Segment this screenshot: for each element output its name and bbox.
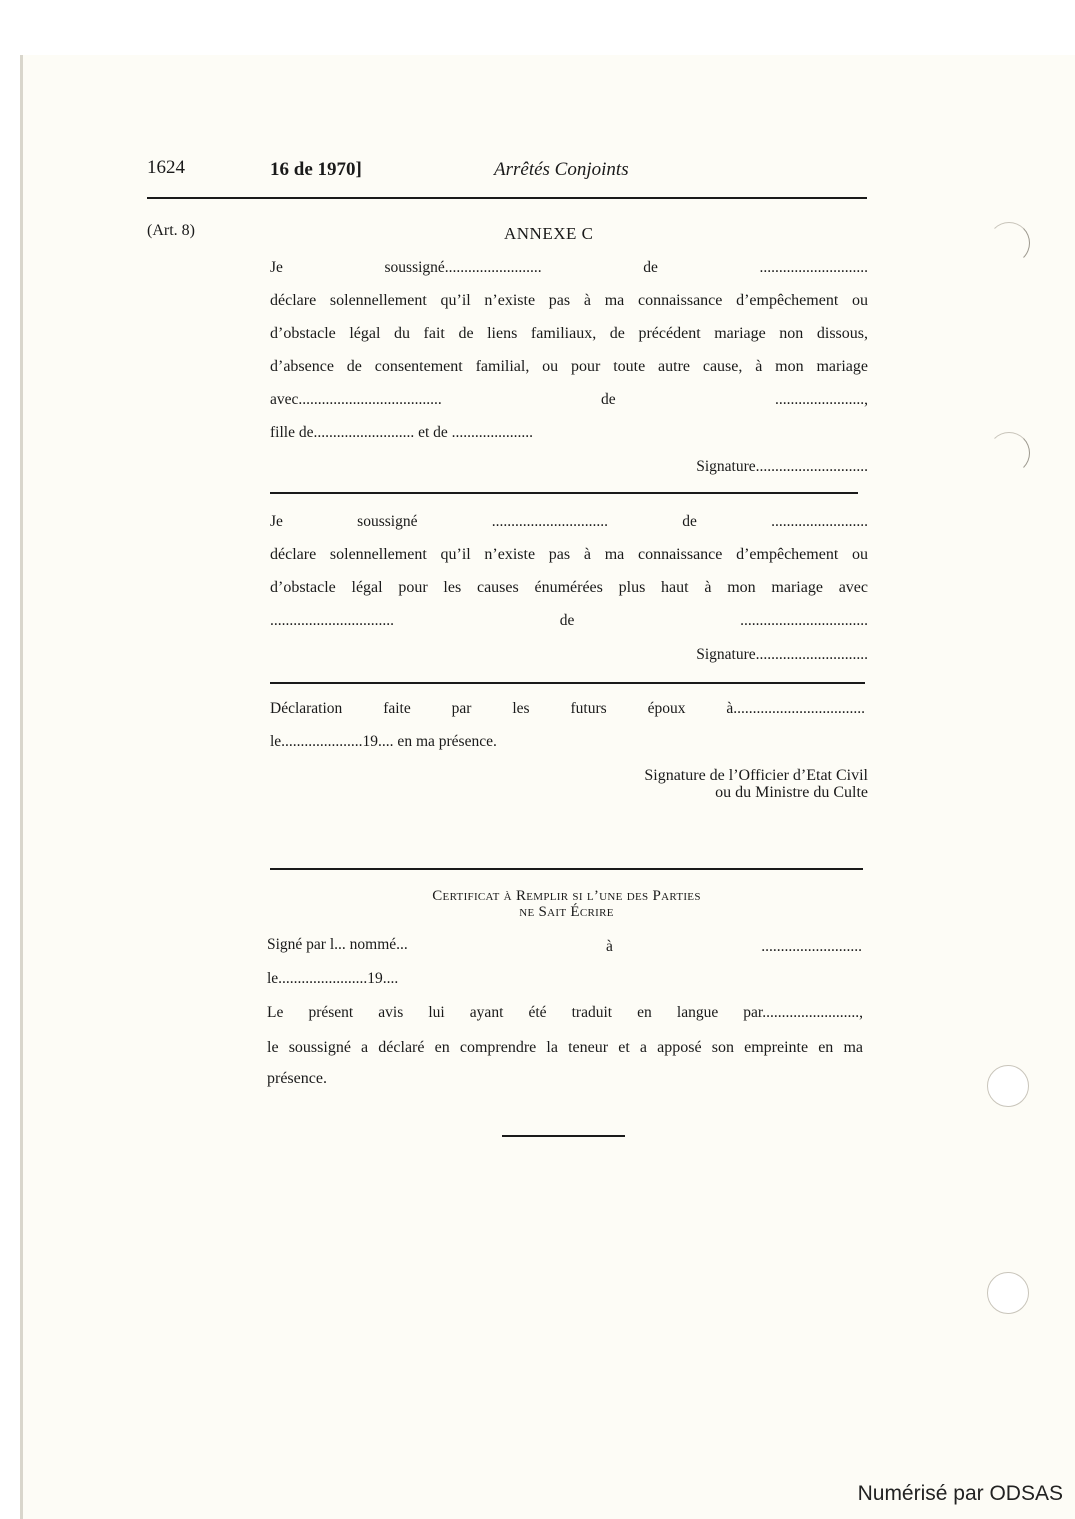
declaration-two-line: d’obstacle légal pour les causes énumérées plus haut à mon mariage avec <box>270 579 868 596</box>
section-rule <box>270 868 863 870</box>
page-edge <box>20 55 23 1519</box>
certificate-signed-by: Signé par l... nommé... <box>267 936 408 953</box>
section-title: Arrêtés Conjoints <box>494 159 629 180</box>
declaration-one-line: d’obstacle légal du fait de liens familiaux, de précédent mariage non dissous, <box>270 325 868 342</box>
declaration-two-signature: Signature............................. <box>696 646 868 663</box>
certificate-date: le.......................19.... <box>267 970 399 987</box>
declaration-two-line: Je soussigné .............................. de ......................... <box>270 513 868 530</box>
end-rule <box>502 1135 625 1137</box>
declaration-one-line: avec..................................... de ......................., <box>270 391 868 408</box>
punch-hole <box>988 222 1030 264</box>
declaration-two-line: ................................ de ................................. <box>270 612 868 629</box>
certificate-line: le soussigné a déclaré en comprendre la teneur et a apposé son empreinte en ma <box>267 1039 863 1056</box>
certificate-line: Le présent avis lui ayant été traduit en langue par........................., <box>267 1004 863 1021</box>
declaration-one-signature: Signature............................. <box>696 458 868 475</box>
certificate-title: ne Sait Écrire <box>519 904 614 920</box>
article-reference: (Art. 8) <box>147 222 195 239</box>
declaration-one-line: déclare solennellement qu’il n’existe pas à ma connaissance d’empêchement ou <box>270 292 868 309</box>
declaration-two-line: déclare solennellement qu’il n’existe pas à ma connaissance d’empêchement ou <box>270 546 868 563</box>
issue-label: 16 de 1970] <box>270 159 362 180</box>
punch-hole <box>988 432 1030 474</box>
certificate-line: présence. <box>267 1070 327 1087</box>
page-number: 1624 <box>147 157 185 178</box>
header-rule <box>147 197 867 199</box>
officer-signature-label: ou du Ministre du Culte <box>715 784 868 801</box>
watermark: Numérisé par ODSAS <box>857 1482 1063 1505</box>
declaration-one-line: fille de.......................... et de ..................... <box>270 424 534 441</box>
punch-hole <box>987 1065 1029 1107</box>
annex-title: ANNEXE C <box>504 224 594 243</box>
section-rule <box>270 682 865 684</box>
declaration-one-line: Je soussigné......................... de ............................ <box>270 259 868 276</box>
certificate-title: Certificat à Remplir si l’une des Parties <box>432 888 701 904</box>
declaration-one-line: d’absence de consentement familial, ou pour toute autre cause, à mon mariage <box>270 358 868 375</box>
certificate-place: à .......................... <box>606 938 862 955</box>
joint-declaration-line: Déclaration faite par les futurs époux à.................................. <box>270 700 865 717</box>
officer-signature-label: Signature de l’Officier d’Etat Civil <box>644 767 868 784</box>
section-rule <box>270 492 858 494</box>
punch-hole <box>987 1272 1029 1314</box>
joint-declaration-date: le.....................19.... en ma présence. <box>270 733 497 750</box>
